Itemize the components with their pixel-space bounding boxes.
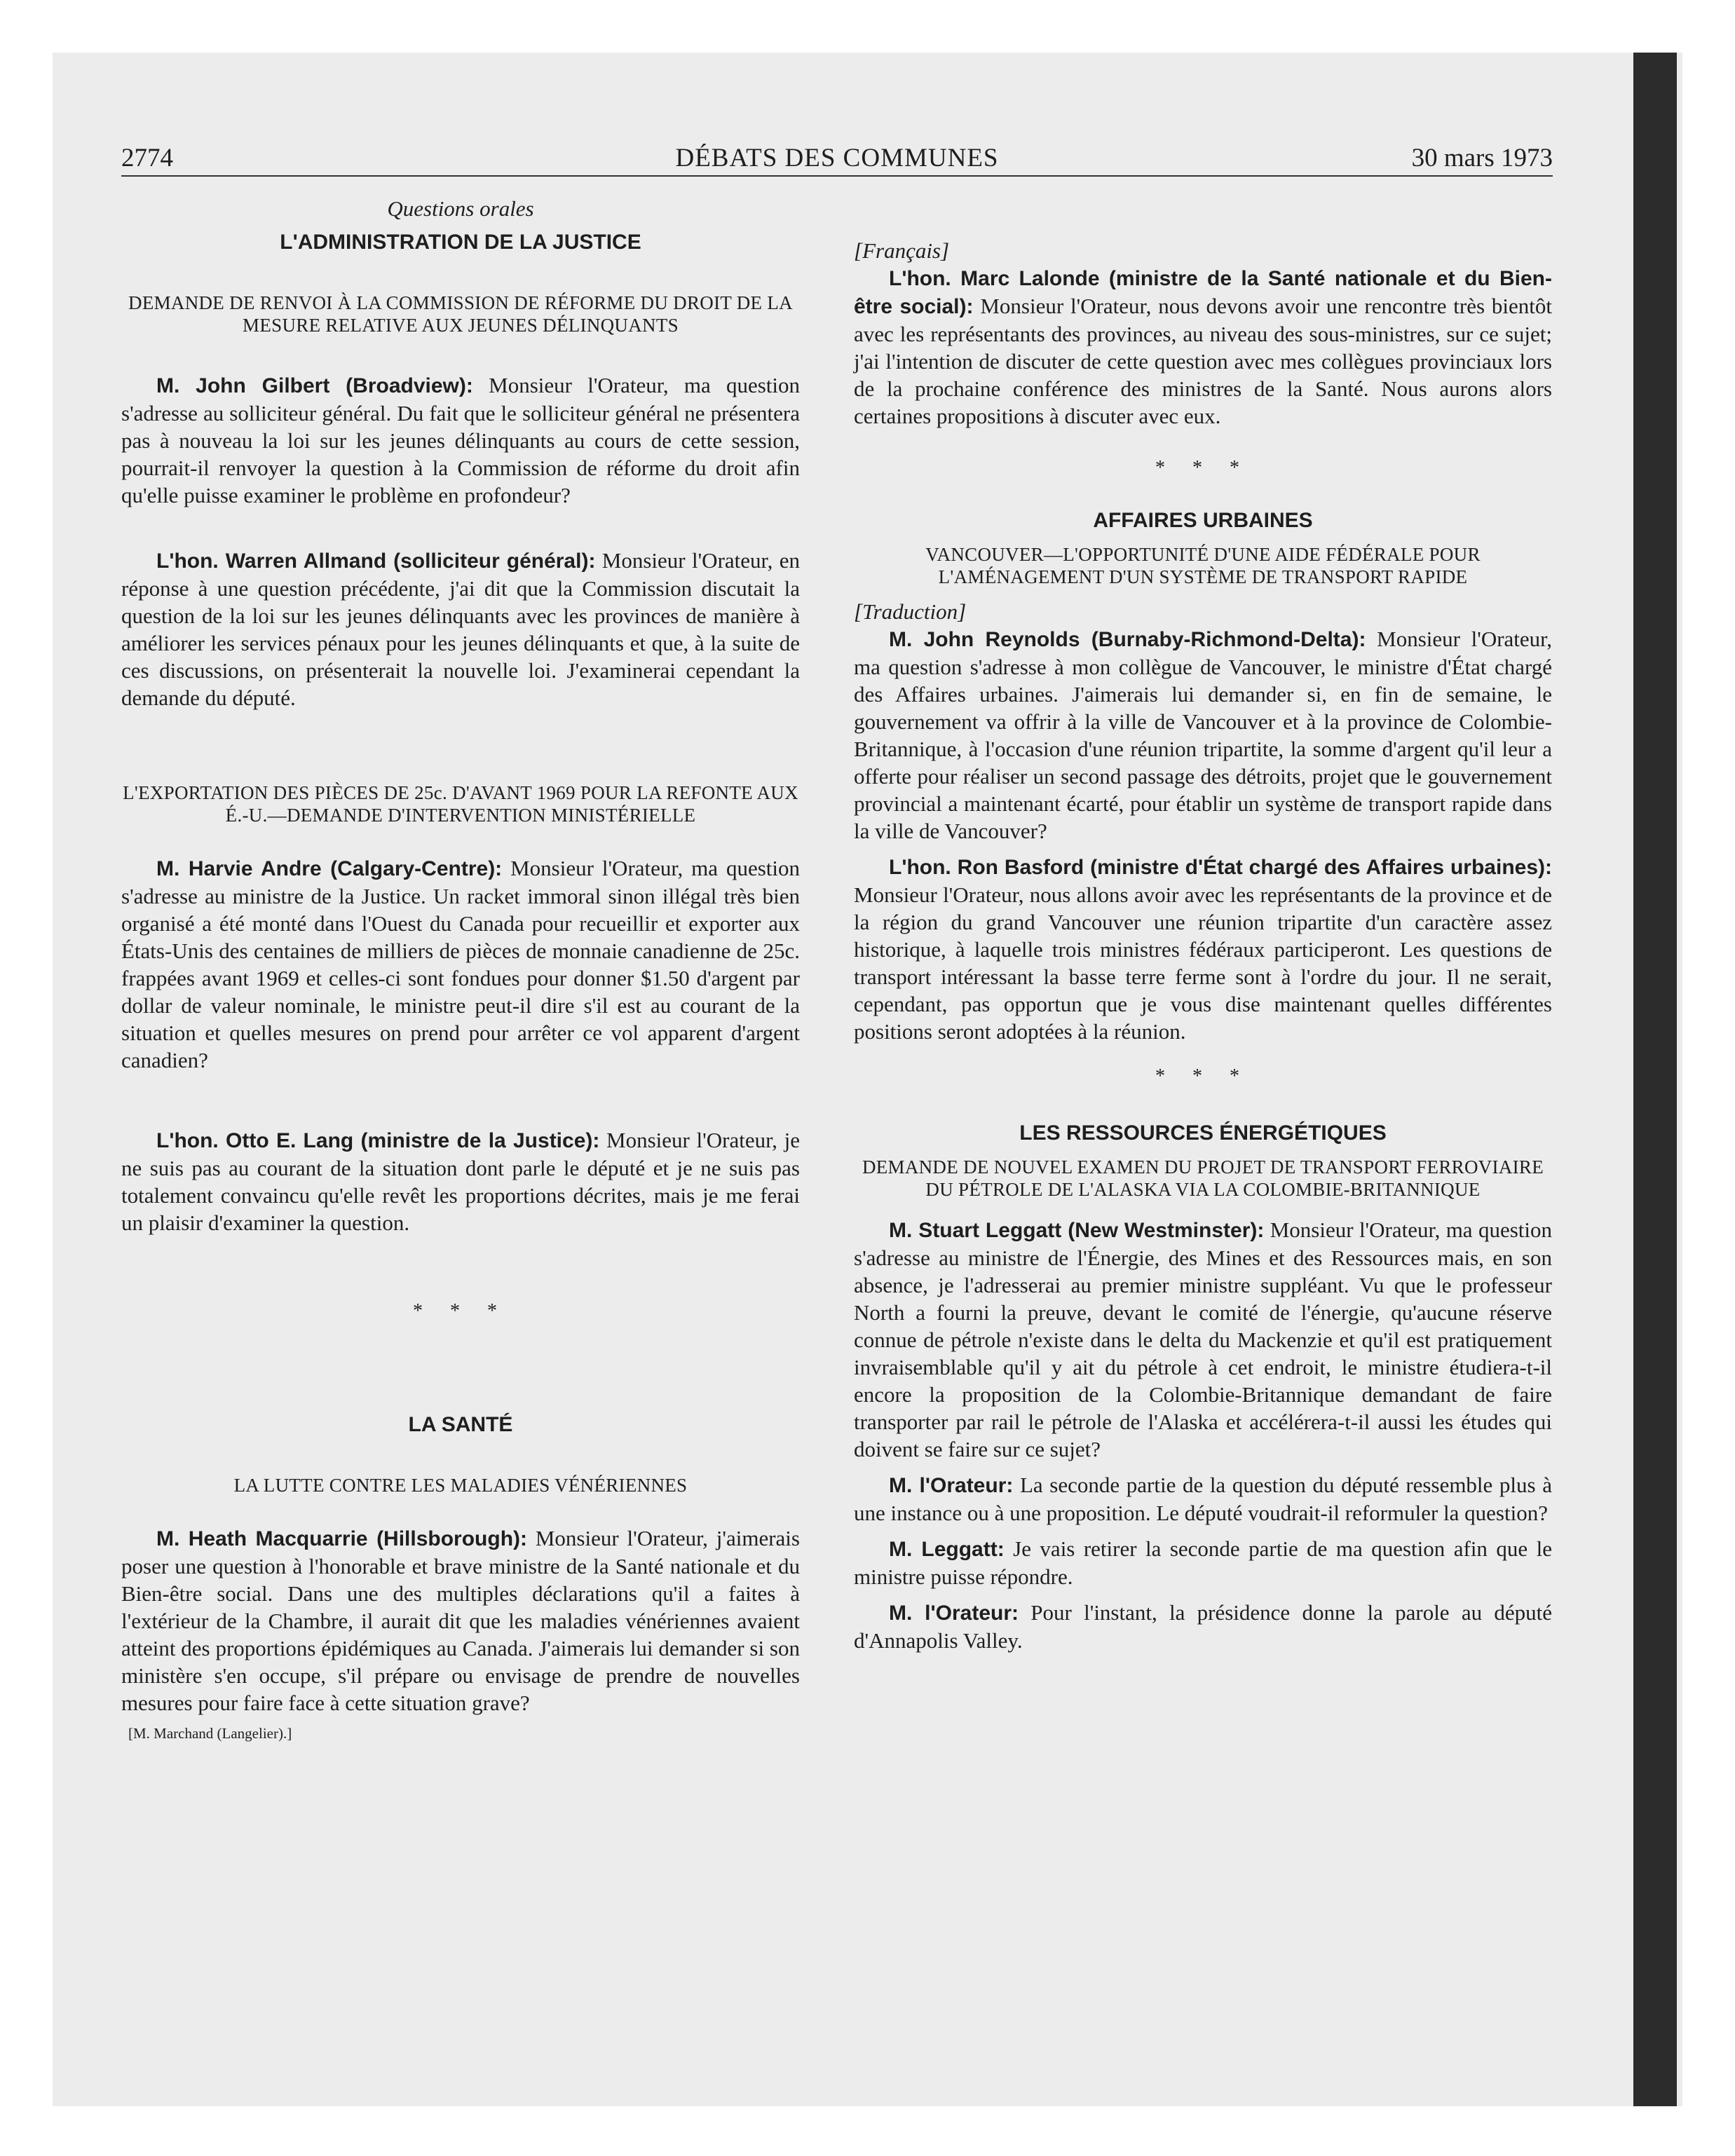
speech-text: Monsieur l'Orateur, nous allons avoir avec les représentants de la province et de la région du grand Vancouver une réunion tripartite d'un caractère assez historique, à laquelle trois ministres fédéraux participeront. Les questions de transport intéressant la basse terre ferme sont à l'ordre du jour. Il ne serait, cependant, pas opportun que je vous dise maintenant quelles différentes positions seront adoptées à la réunion. bbox=[854, 882, 1552, 1044]
speaker-name: M. John Reynolds (Burnaby-Richmond-Delta): bbox=[889, 628, 1366, 651]
section-heading: LES RESSOURCES ÉNERGÉTIQUES bbox=[1019, 1121, 1387, 1145]
scan-edge-shadow bbox=[1633, 53, 1677, 2106]
publication-title: DÉBATS DES COMMUNES bbox=[675, 144, 999, 172]
speech-paragraph bbox=[121, 371, 800, 509]
speaker-name: M. Leggatt: bbox=[889, 1538, 1005, 1561]
speech-paragraph bbox=[121, 547, 800, 711]
footnote: [M. Marchand (Langelier).] bbox=[128, 1725, 292, 1742]
section-heading: L'ADMINISTRATION DE LA JUSTICE bbox=[280, 231, 641, 254]
speaker-name: L'hon. Ron Basford (ministre d'État chargé des Affaires urbaines): bbox=[889, 856, 1552, 879]
speech-paragraph bbox=[121, 1126, 800, 1236]
page-number: 2774 bbox=[121, 144, 173, 172]
speech-text: La seconde partie de la question du député ressemble plus à une instance ou à une proposition. Le député voudrait-il reformuler la question? bbox=[854, 1473, 1552, 1525]
speech-paragraph bbox=[854, 1535, 1552, 1590]
speech-text: Monsieur l'Orateur, ma question s'adresse au ministre de l'Énergie, des Mines et des Ressources mais, en son absence, je l'adresserai au premier ministre suppléant. Vu que le professeur North a fourni la preuve, devant le comité de l'énergie, qu'aucune réserve connue de pétrole n'existe dans le delta du Mackenzie et qu'il est pratiquement invraisemblable qu'il y ait du pétrole à cet endroit, le ministre étudiera-t-il encore la proposition de la Colombie-Britannique demandant de faire transporter par rail le pétrole de l'Alaska et accélérera-t-il aussi les études qui doivent se faire sur ce sujet? bbox=[854, 1217, 1552, 1461]
section-heading: AFFAIRES URBAINES bbox=[1093, 509, 1313, 532]
speech-paragraph bbox=[854, 1599, 1552, 1654]
speaker-name: M. John Gilbert (Broadview): bbox=[156, 374, 473, 397]
speaker-name: M. l'Orateur: bbox=[889, 1474, 1014, 1497]
section-separator: * * * bbox=[1155, 1065, 1251, 1087]
language-note: [Français] bbox=[854, 238, 950, 263]
section-separator: * * * bbox=[1155, 457, 1251, 479]
left-column bbox=[121, 195, 800, 1743]
speech-text: Monsieur l'Orateur, en réponse à une question précédente, j'ai dit que la Commission discutait la question de la loi sur les jeunes délinquants avec les provinces de manière à améliorer les services pénaux pour les jeunes délinquants et que, à la suite de ces discussions, on présenterait la nouvelle loi. J'examinerai cependant la demande du député. bbox=[121, 548, 800, 710]
section-separator: * * * bbox=[413, 1300, 508, 1322]
speech-paragraph bbox=[854, 625, 1552, 845]
speaker-name: M. Heath Macquarrie (Hillsborough): bbox=[156, 1527, 528, 1550]
speech-paragraph bbox=[854, 1471, 1552, 1527]
subsection-heading: DEMANDE DE RENVOI À LA COMMISSION DE RÉFORME DU DROIT DE LA MESURE RELATIVE AUX JEUNES DÉLINQUANTS bbox=[128, 292, 793, 336]
language-note: [Traduction] bbox=[854, 599, 967, 624]
speech-text: Monsieur l'Orateur, j'aimerais poser une question à l'honorable et brave ministre de la Santé nationale et du Bien-être social. Dans une des multiples déclarations qu'il a faites à l'extérieur de la Chambre, il aurait dit que les maladies vénériennes avaient atteint des proportions épidémiques au Canada. J'aimerais lui demander si son ministère s'en occupe, s'il prépare ou envisage de prendre de nouvelles mesures pour faire face à cette situation grave? bbox=[121, 1526, 800, 1715]
page-date: 30 mars 1973 bbox=[1411, 144, 1553, 172]
speech-text: Monsieur l'Orateur, ma question s'adresse au ministre de la Justice. Un racket immoral sinon illégal très bien organisé a été monté dans l'Ouest du Canada pour recueillir et exporter aux États-Unis des centaines de milliers de pièces de monnaie canadienne de 25c. frappées avant 1969 et celles-ci sont fondues pour donner $1.50 d'argent par dollar de valeur nominale, le ministre peut-il dire s'il est au courant de la situation et quelles mesures on prend pour arrêter ce vol apparent d'argent canadien? bbox=[121, 856, 800, 1072]
speech-paragraph bbox=[854, 264, 1552, 430]
speech-text: Monsieur l'Orateur, je ne suis pas au courant de la situation dont parle le député et je ne suis pas totalement convaincu qu'elle revêt les proportions décrites, mais je me ferai un plaisir d'examiner la question. bbox=[121, 1128, 800, 1235]
speech-paragraph bbox=[121, 1524, 800, 1717]
section-heading: LA SANTÉ bbox=[408, 1413, 513, 1436]
page-header bbox=[121, 142, 1553, 177]
speaker-name: L'hon. Marc Lalonde (ministre de la Santé nationale et du Bien-être social): bbox=[854, 267, 1552, 318]
subsection-heading: L'EXPORTATION DES PIÈCES DE 25c. D'AVANT 1969 POUR LA REFONTE AUX É.-U.—DEMANDE D'INTERVENTION MINISTÉRIELLE bbox=[123, 782, 798, 826]
speech-text: Je vais retirer la seconde partie de ma question afin que le ministre puisse répondre. bbox=[854, 1536, 1552, 1589]
speech-paragraph bbox=[854, 853, 1552, 1045]
subsection-heading: VANCOUVER—L'OPPORTUNITÉ D'UNE AIDE FÉDÉRALE POUR L'AMÉNAGEMENT D'UN SYSTÈME DE TRANSPORT RAPIDE bbox=[925, 544, 1481, 587]
speaker-name: M. l'Orateur: bbox=[889, 1602, 1019, 1625]
speech-text: Monsieur l'Orateur, nous devons avoir une rencontre très bientôt avec les représentants des provinces, au niveau des sous-ministres, sur ce sujet; j'ai l'intention de discuter de cette question avec mes collègues provinciaux lors de la prochaine conférence des ministres de la Santé. Nous aurons alors certaines propositions à discuter avec eux. bbox=[854, 294, 1552, 428]
speech-paragraph bbox=[121, 854, 800, 1074]
speech-text: Monsieur l'Orateur, ma question s'adresse au solliciteur général. Du fait que le solliciteur général ne présentera pas à nouveau la loi sur les jeunes délinquants au cours de cette session, pourrait-il renvoyer la question à la Commission de réforme du droit afin qu'elle puisse examiner le problème en profondeur? bbox=[121, 373, 801, 507]
speaker-name: M. Stuart Leggatt (New Westminster): bbox=[889, 1219, 1265, 1242]
right-column bbox=[854, 195, 1552, 1654]
subsection-heading: DEMANDE DE NOUVEL EXAMEN DU PROJET DE TRANSPORT FERROVIAIRE DU PÉTROLE DE L'ALASKA VIA LA COLOMBIE-BRITANNIQUE bbox=[862, 1157, 1544, 1200]
speaker-name: L'hon. Warren Allmand (solliciteur général): bbox=[156, 550, 596, 573]
running-subject: Questions orales bbox=[387, 196, 534, 221]
speech-text: Monsieur l'Orateur, ma question s'adresse à mon collègue de Vancouver, le ministre d'État chargé des Affaires urbaines. J'aimerais lui demander si, en fin de semaine, le gouvernement va offrir à la ville de Vancouver et à la province de Colombie-Britannique, à l'occasion d'une réunion tripartite, la somme d'argent qu'il leur a offerte pour réaliser un second passage des détroits, projet que le gouvernement provincial a maintenant écarté, pour établir un système de transport rapide dans la ville de Vancouver? bbox=[854, 627, 1552, 843]
speech-paragraph bbox=[854, 1216, 1552, 1463]
speech-text: Pour l'instant, la présidence donne la parole au député d'Annapolis Valley. bbox=[854, 1600, 1552, 1653]
speaker-name: M. Harvie Andre (Calgary-Centre): bbox=[156, 857, 503, 880]
subsection-heading: LA LUTTE CONTRE LES MALADIES VÉNÉRIENNES bbox=[233, 1475, 688, 1496]
speaker-name: L'hon. Otto E. Lang (ministre de la Justice): bbox=[156, 1129, 600, 1152]
